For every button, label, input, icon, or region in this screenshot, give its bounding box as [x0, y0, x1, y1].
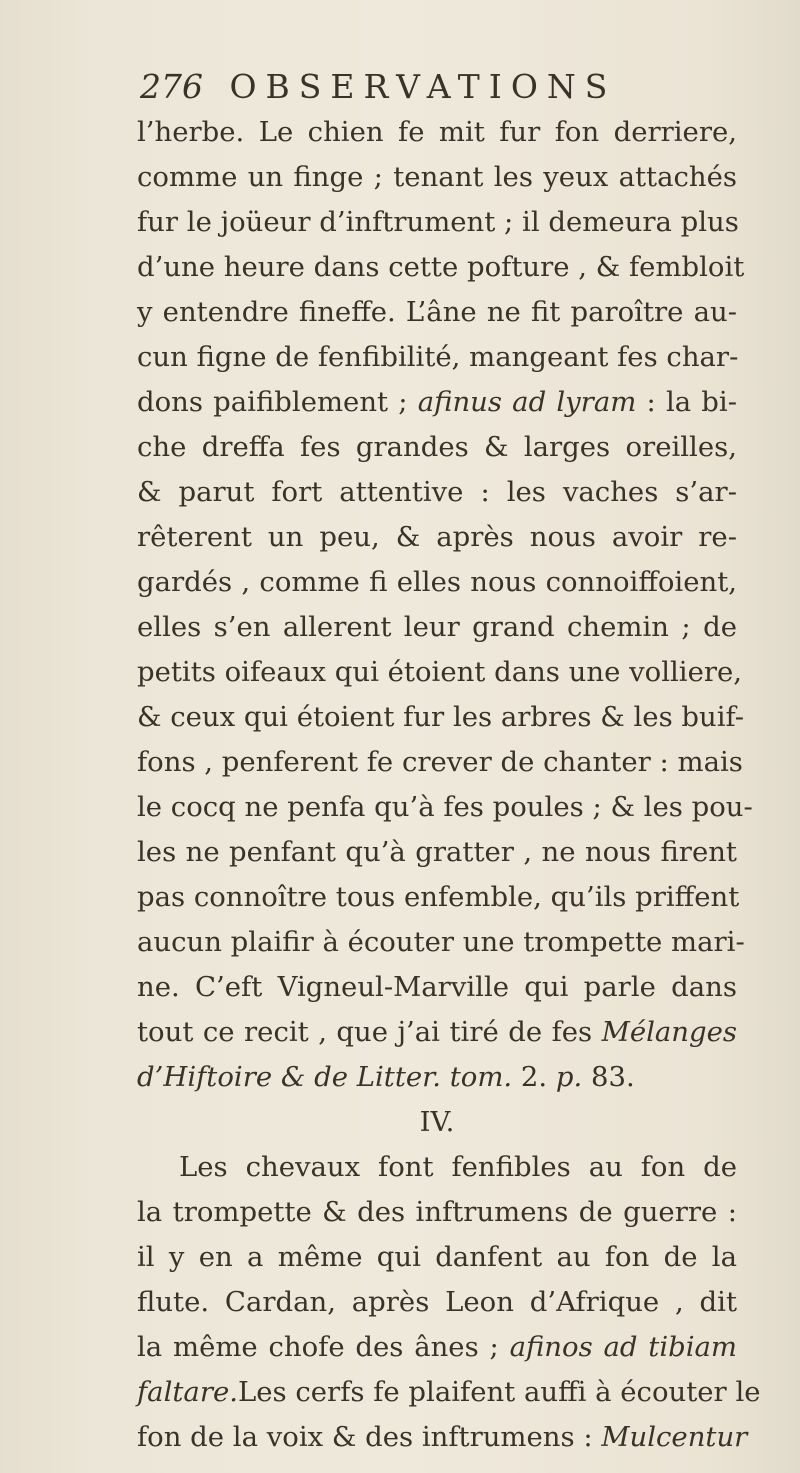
text-line	[137, 1235, 737, 1280]
text-line	[137, 245, 745, 290]
text-segment: Les cerfs fe plaifent auffi à écouter le	[237, 1376, 761, 1408]
text-segment: flute. Cardan, après Leon d’Afrique , dit	[137, 1286, 737, 1318]
text-segment: dons paifiblement ;	[137, 386, 418, 418]
text-line	[137, 290, 737, 335]
text-segment: fons , penferent fe crever de chanter : mais	[137, 746, 743, 778]
italic-segment: Mulcentur	[601, 1421, 748, 1453]
text-line	[137, 785, 753, 830]
page-number: 276	[140, 67, 203, 106]
text-segment: l’herbe. Le chien fe mit fur fon derriere,	[137, 116, 737, 148]
text-segment: ne. C’eft Vigneul-Marville qui parle dans	[137, 971, 737, 1003]
text-segment: il y en a même qui danfent au fon de la	[137, 1241, 737, 1273]
text-line	[137, 695, 745, 740]
text-line	[137, 425, 737, 470]
text-segment: cun figne de fenfibilité, mangeant fes char-	[137, 341, 739, 373]
text-line	[137, 110, 737, 155]
text-segment: Les chevaux font fenfibles au fon de	[179, 1151, 737, 1183]
text-line	[137, 1280, 737, 1325]
italic-segment: Mélanges	[601, 1016, 737, 1048]
text-line	[137, 515, 737, 560]
text-line	[137, 1010, 737, 1055]
text-segment: la trompette & des inftrumens de guerre :	[137, 1196, 737, 1228]
text-segment: comme un finge ; tenant les yeux attachés	[137, 161, 737, 193]
text-line	[137, 200, 737, 245]
text-line	[137, 155, 737, 200]
body-text	[137, 110, 761, 1460]
text-segment: rêterent un peu, & après nous avoir re-	[137, 521, 737, 553]
text-line	[137, 1145, 737, 1190]
text-line	[137, 920, 745, 965]
text-segment: : la bi-	[636, 386, 738, 418]
text-line	[137, 335, 737, 380]
text-line	[137, 605, 737, 650]
text-segment: les ne penfant qu’à gratter , ne nous firent	[137, 836, 737, 868]
text-line	[137, 560, 737, 605]
text-segment: le cocq ne penfa qu’à fes poules ; & les pou-	[137, 791, 753, 823]
text-line	[137, 1415, 748, 1460]
text-segment: pas connoître tous enfemble, qu’ils priffent	[137, 881, 740, 913]
running-title: OBSERVATIONS	[229, 67, 617, 106]
text-segment: fon de la voix & des inftrumens :	[137, 1421, 602, 1453]
section-number	[137, 1100, 737, 1145]
text-line	[137, 470, 737, 515]
text-segment: aucun plaifir à écouter une trompette mari-	[137, 926, 745, 958]
italic-segment: afinus ad lyram	[417, 386, 637, 418]
text-segment: 2.	[512, 1061, 556, 1093]
text-line	[137, 1055, 737, 1100]
text-line	[137, 965, 737, 1010]
text-line	[137, 1190, 737, 1235]
text-line	[137, 830, 737, 875]
italic-segment: afinos ad tibiam	[509, 1331, 737, 1363]
text-line	[137, 1325, 737, 1370]
text-line	[137, 875, 740, 920]
text-segment: 83.	[582, 1061, 635, 1093]
text-segment: la même chofe des ânes ;	[137, 1331, 510, 1363]
text-segment: d’une heure dans cette pofture , & fembloit	[137, 251, 745, 283]
text-segment: y entendre fineffe. L’âne ne fit paroître au-	[137, 296, 737, 328]
text-line	[137, 650, 743, 695]
text-segment: gardés , comme fi elles nous connoiffoient,	[137, 566, 737, 598]
text-segment: & ceux qui étoient fur les arbres & les buif-	[137, 701, 745, 733]
italic-segment: p.	[555, 1061, 583, 1093]
text-line	[137, 740, 743, 785]
page-header	[140, 62, 680, 112]
text-line	[137, 380, 737, 425]
text-segment: IV.	[419, 1106, 455, 1138]
text-segment: fur le joüeur d’inftrument ; il demeura plus	[137, 206, 739, 238]
text-segment: & parut fort attentive : les vaches s’ar-	[137, 476, 737, 508]
text-segment: tout ce recit , que j’ai tiré de fes	[137, 1016, 602, 1048]
text-segment: petits oifeaux qui étoient dans une volliere,	[137, 656, 743, 688]
italic-segment: d’Hiftoire & de Litter. tom.	[137, 1061, 513, 1093]
text-line	[137, 1370, 761, 1415]
italic-segment: faltare.	[137, 1376, 238, 1408]
text-segment: che dreffa fes grandes & larges oreilles,	[137, 431, 737, 463]
text-segment: elles s’en allerent leur grand chemin ; de	[137, 611, 737, 643]
